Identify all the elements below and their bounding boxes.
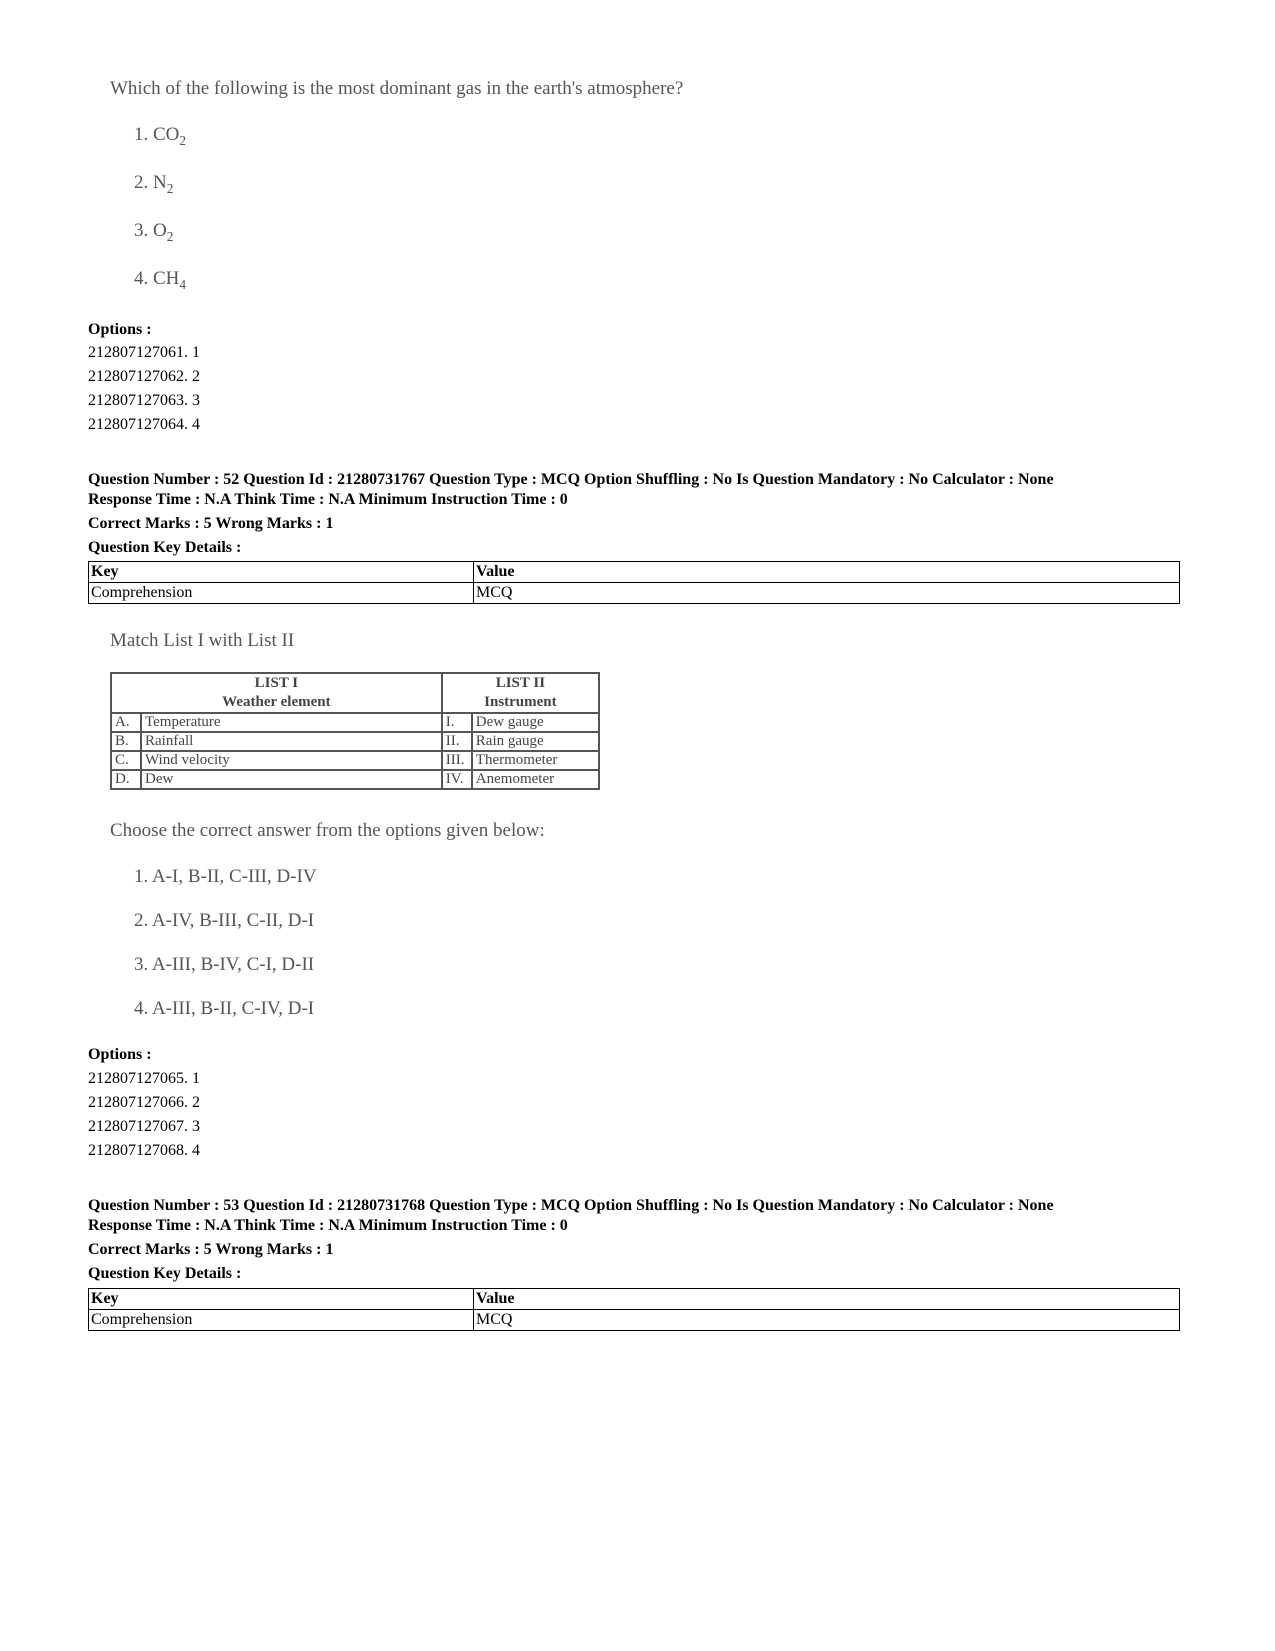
q52-choice-1: 1. A-I, B-II, C-III, D-IV bbox=[134, 866, 317, 887]
key-header: Key bbox=[89, 562, 474, 583]
value-cell: MCQ bbox=[474, 583, 1180, 604]
q51-option-1: 212807127061. 1 bbox=[88, 344, 200, 361]
q52-header-line2: Response Time : N.A Think Time : N.A Minimum Instruction Time : 0 bbox=[88, 491, 568, 508]
q53-header-line1: Question Number : 53 Question Id : 21280731768 Question Type : MCQ Option Shuffling : No Is Question Mandatory : No Calculator : None bbox=[88, 1197, 1054, 1214]
q52-option-2: 212807127066. 2 bbox=[88, 1094, 200, 1111]
q52-choice-4: 4. A-III, B-II, C-IV, D-I bbox=[134, 998, 315, 1019]
q51-option-3: 212807127063. 3 bbox=[88, 392, 200, 409]
q52-header-line1: Question Number : 52 Question Id : 21280731767 Question Type : MCQ Option Shuffling : No Is Question Mandatory : No Calculator : None bbox=[88, 471, 1054, 488]
q51-option-4: 212807127064. 4 bbox=[88, 416, 200, 433]
q53-key-table bbox=[88, 1288, 1180, 1331]
q51-options-label: Options : bbox=[88, 321, 152, 338]
question-52-stem: Match List I with List II bbox=[110, 630, 295, 651]
q51-option-2: 212807127062. 2 bbox=[88, 368, 200, 385]
q52-key-table bbox=[88, 561, 1180, 604]
q53-marks: Correct Marks : 5 Wrong Marks : 1 bbox=[88, 1241, 334, 1258]
q51-choice-2: 2. $N_2$ bbox=[134, 172, 174, 196]
list1-header: LIST I Weather element bbox=[111, 673, 442, 713]
value-header: Value bbox=[474, 562, 1180, 583]
q51-choice-3: 3. $O_2$ bbox=[134, 220, 174, 244]
key-cell: Comprehension bbox=[89, 1310, 474, 1331]
q52-choice-3: 3. A-III, B-IV, C-I, D-II bbox=[134, 954, 315, 975]
q52-marks: Correct Marks : 5 Wrong Marks : 1 bbox=[88, 515, 334, 532]
key-header: Key bbox=[89, 1289, 474, 1310]
q52-option-1: 212807127065. 1 bbox=[88, 1070, 200, 1087]
match-row: C. Wind velocity III. Thermometer bbox=[111, 751, 599, 770]
match-row: B. Rainfall II. Rain gauge bbox=[111, 732, 599, 751]
q51-choice-4: 4. $CH_4$ bbox=[134, 268, 187, 292]
list2-header: LIST II Instrument bbox=[442, 673, 599, 713]
q53-key-details-label: Question Key Details : bbox=[88, 1265, 242, 1282]
q52-options-label: Options : bbox=[88, 1046, 152, 1063]
match-row: A. Temperature I. Dew gauge bbox=[111, 713, 599, 732]
match-list-table bbox=[110, 672, 600, 790]
q52-key-details-label: Question Key Details : bbox=[88, 539, 242, 556]
question-51-stem: Which of the following is the most dominant gas in the earth's atmosphere? bbox=[110, 78, 684, 99]
key-cell: Comprehension bbox=[89, 583, 474, 604]
q52-option-3: 212807127067. 3 bbox=[88, 1118, 200, 1135]
q51-choice-1: 1. $CO_2$ bbox=[134, 124, 187, 148]
q53-header-line2: Response Time : N.A Think Time : N.A Minimum Instruction Time : 0 bbox=[88, 1217, 568, 1234]
q52-choice-2: 2. A-IV, B-III, C-II, D-I bbox=[134, 910, 315, 931]
match-row: D. Dew IV. Anemometer bbox=[111, 770, 599, 789]
q52-option-4: 212807127068. 4 bbox=[88, 1142, 200, 1159]
value-cell: MCQ bbox=[474, 1310, 1180, 1331]
q52-instruction: Choose the correct answer from the options given below: bbox=[110, 820, 545, 841]
value-header: Value bbox=[474, 1289, 1180, 1310]
